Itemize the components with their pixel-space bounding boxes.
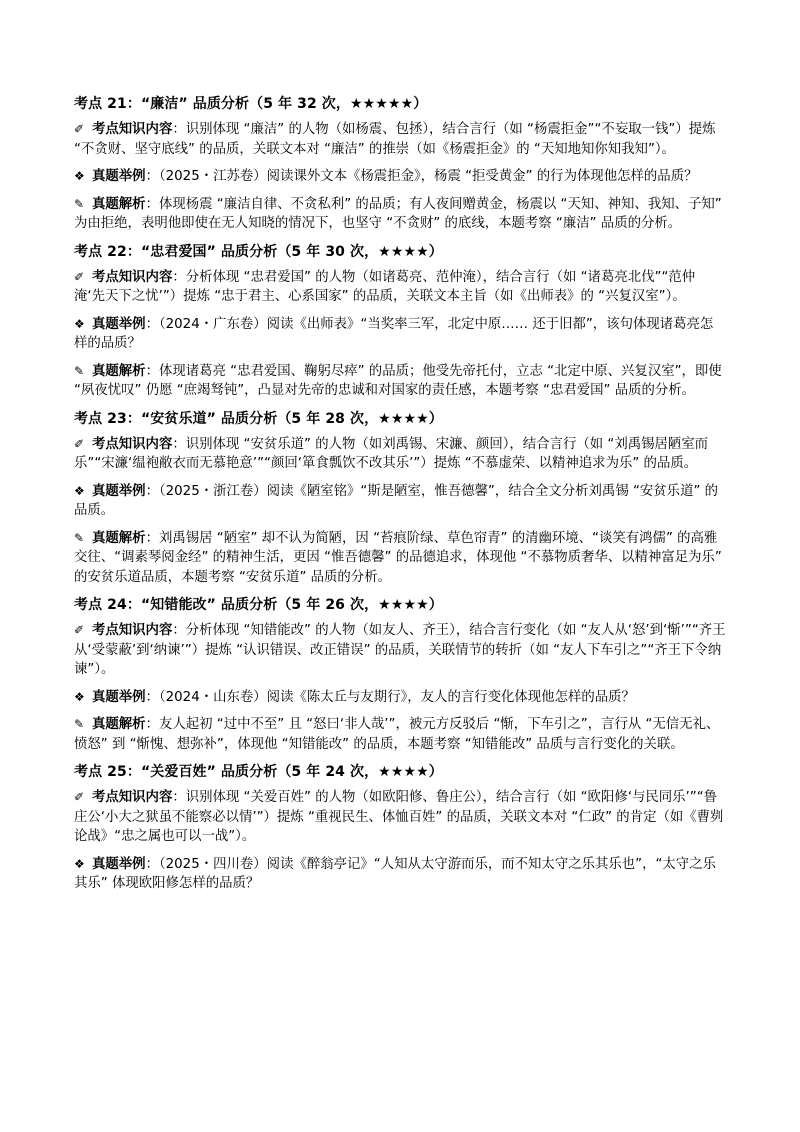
section-heading: 考点 24：“知错能改” 品质分析（5 年 26 次，★★★★）: [74, 597, 443, 613]
pen-icon: ✎: [74, 717, 85, 731]
analysis-label: 真题解析: [92, 530, 146, 546]
knowledge-label: 考点知识内容: [92, 436, 173, 452]
pencil-icon: ✐: [74, 122, 85, 136]
analysis-text: ：体现诸葛亮 “忠君爱国、鞠躬尽瘁” 的品质；他受先帝托付，立志 “北定中原、兴复汉室”，即使 “夙夜忧叹” 仍愿 “庶竭驽钝”，凸显对先帝的忠诚和对国家的责任感，本题考察 “忠君爱国” 品质的分析。: [74, 363, 722, 398]
knowledge-text: ：分析体现 “忠君爱国” 的人物（如诸葛亮、范仲淹），结合言行（如 “诸葛亮北伐”“范仲淹‘先天下之忧’”）提炼 “忠于君主、心系国家” 的品质，关联文本主旨（如《出师表》的 “兴复汉室”）。: [74, 269, 696, 304]
example-paragraph: [74, 315, 726, 354]
section-heading: 考点 23：“安贫乐道” 品质分析（5 年 28 次，★★★★）: [74, 410, 443, 427]
section-heading: 考点 22：“忠君爱国” 品质分析（5 年 30 次，★★★★）: [74, 243, 443, 260]
example-label: 真题举例: [92, 316, 146, 332]
section-21: [74, 94, 726, 234]
example-label: 真题举例: [92, 169, 146, 184]
analysis-paragraph: [74, 715, 726, 754]
section-23: [74, 409, 726, 588]
diamond-icon: ❖: [74, 856, 85, 871]
example-text: ：（2025・浙江卷）阅读《陋室铭》“斯是陋室，惟吾德馨”，结合全文分析刘禹锡 “安贫乐道” 的品质。: [74, 483, 719, 518]
diamond-icon: ❖: [74, 169, 85, 183]
example-label: 真题举例: [92, 483, 146, 499]
analysis-paragraph: [74, 529, 726, 588]
pencil-icon: ✐: [74, 436, 85, 451]
knowledge-paragraph: [74, 120, 726, 159]
example-paragraph: [74, 167, 726, 187]
analysis-text: ：刘禹锡居 “陋室” 却不认为简陋，因 “苔痕阶绿、草色帘青” 的清幽环境、“谈笑有鸿儒” 的高雅交往、“调素琴阅金经” 的精神生活，更因 “惟吾德馨” 的品德追求，体现他 “不慕物质奢华、以精神富足为乐” 的安贫乐道品质，本题考察 “安贫乐道” 品质的分析。: [74, 530, 722, 585]
analysis-label: 真题解析: [92, 717, 146, 732]
section-22: [74, 242, 726, 401]
knowledge-label: 考点知识内容: [92, 790, 173, 805]
knowledge-paragraph: [74, 268, 726, 307]
knowledge-label: 考点知识内容: [92, 623, 173, 638]
section-25: [74, 762, 726, 894]
section-24: [74, 595, 726, 754]
knowledge-paragraph: [74, 788, 726, 847]
example-label: 真题举例: [92, 689, 146, 705]
pen-icon: ✎: [74, 196, 85, 211]
knowledge-paragraph: [74, 621, 726, 680]
diamond-icon: ❖: [74, 689, 85, 704]
knowledge-text: ：识别体现 “廉洁” 的人物（如杨震、包拯），结合言行（如 “杨震拒金”“不妄取一钱”）提炼 “不贪财、坚守底线” 的品质，关联文本对 “廉洁” 的推崇（如《杨震拒金》的 “天知地知你知我知”）。: [74, 122, 716, 157]
example-text: ：（2025・江苏卷）阅读课外文本《杨震拒金》，杨震 “拒受黄金” 的行为体现他怎样的品质？: [145, 169, 698, 184]
analysis-label: 真题解析: [92, 363, 146, 379]
analysis-paragraph: [74, 195, 726, 234]
knowledge-text: ：分析体现 “知错能改” 的人物（如友人、齐王），结合言行变化（如 “友人从‘怒’到‘惭’”“齐王从‘受蒙蔽’到‘纳谏’”）提炼 “认识错误、改正错误” 的品质，关联情节的转折（如 “友人下车引之”“齐王下令纳谏”）。: [74, 623, 726, 677]
example-paragraph: [74, 688, 726, 708]
example-paragraph: [74, 855, 726, 894]
example-text: ：（2024・广东卷）阅读《出师表》“当奖率三军，北定中原…… 还于旧都”，该句体现诸葛亮怎样的品质？: [74, 316, 714, 351]
knowledge-label: 考点知识内容: [92, 122, 173, 137]
analysis-paragraph: [74, 362, 726, 401]
diamond-icon: ❖: [74, 483, 85, 498]
diamond-icon: ❖: [74, 316, 85, 331]
pen-icon: ✎: [74, 530, 85, 545]
pencil-icon: ✐: [74, 623, 85, 637]
example-text: ：（2024・山东卷）阅读《陈太丘与友期行》，友人的言行变化体现他怎样的品质？: [145, 689, 635, 705]
knowledge-text: ：识别体现 “关爱百姓” 的人物（如欧阳修、鲁庄公），结合言行（如 “欧阳修‘与民同乐’”“鲁庄公‘小大之狱虽不能察必以情’”）提炼 “重视民生、体恤百姓” 的品质，关联文本对 “仁政” 的肯定（如《曹刿论战》“忠之属也可以一战”）。: [74, 790, 724, 844]
knowledge-label: 考点知识内容: [92, 269, 173, 285]
example-text: ：（2025・四川卷）阅读《醉翁亭记》“人知从太守游而乐，而不知太守之乐其乐也”，“太守之乐其乐” 体现欧阳修怎样的品质？: [74, 856, 716, 891]
analysis-text: ：友人起初 “过中不至” 且 “怒曰‘非人哉’”，被元方反驳后 “惭，下车引之”，言行从 “无信无礼、愤怒” 到 “惭愧、想弥补”，体现他 “知错能改” 的品质，本题考察 “知错能改” 品质与言行变化的关联。: [74, 717, 720, 752]
example-label: 真题举例: [92, 856, 146, 872]
section-heading: 考点 25：“关爱百姓” 品质分析（5 年 24 次，★★★★）: [74, 764, 443, 780]
example-paragraph: [74, 482, 726, 521]
pencil-icon: ✐: [74, 790, 85, 804]
pencil-icon: ✐: [74, 269, 85, 284]
analysis-text: ：体现杨震 “廉洁自律、不贪私利” 的品质；有人夜间赠黄金，杨震以 “天知、神知、我知、子知” 为由拒绝，表明他即使在无人知晓的情况下，也坚守 “不贪财” 的底线，本题考察 “廉洁” 品质的分析。: [74, 196, 722, 231]
section-heading: 考点 21：“廉洁” 品质分析（5 年 32 次，★★★★★）: [74, 96, 428, 112]
knowledge-text: ：识别体现 “安贫乐道” 的人物（如刘禹锡、宋濂、颜回），结合言行（如 “刘禹锡居陋室而乐”“宋濂‘缊袍敝衣而无慕艳意’”“颜回‘箪食瓢饮不改其乐’”）提炼 “不慕虚荣、以精神追求为乐” 的品质。: [74, 436, 709, 471]
analysis-label: 真题解析: [92, 196, 146, 212]
pen-icon: ✎: [74, 363, 85, 378]
knowledge-paragraph: [74, 435, 726, 474]
